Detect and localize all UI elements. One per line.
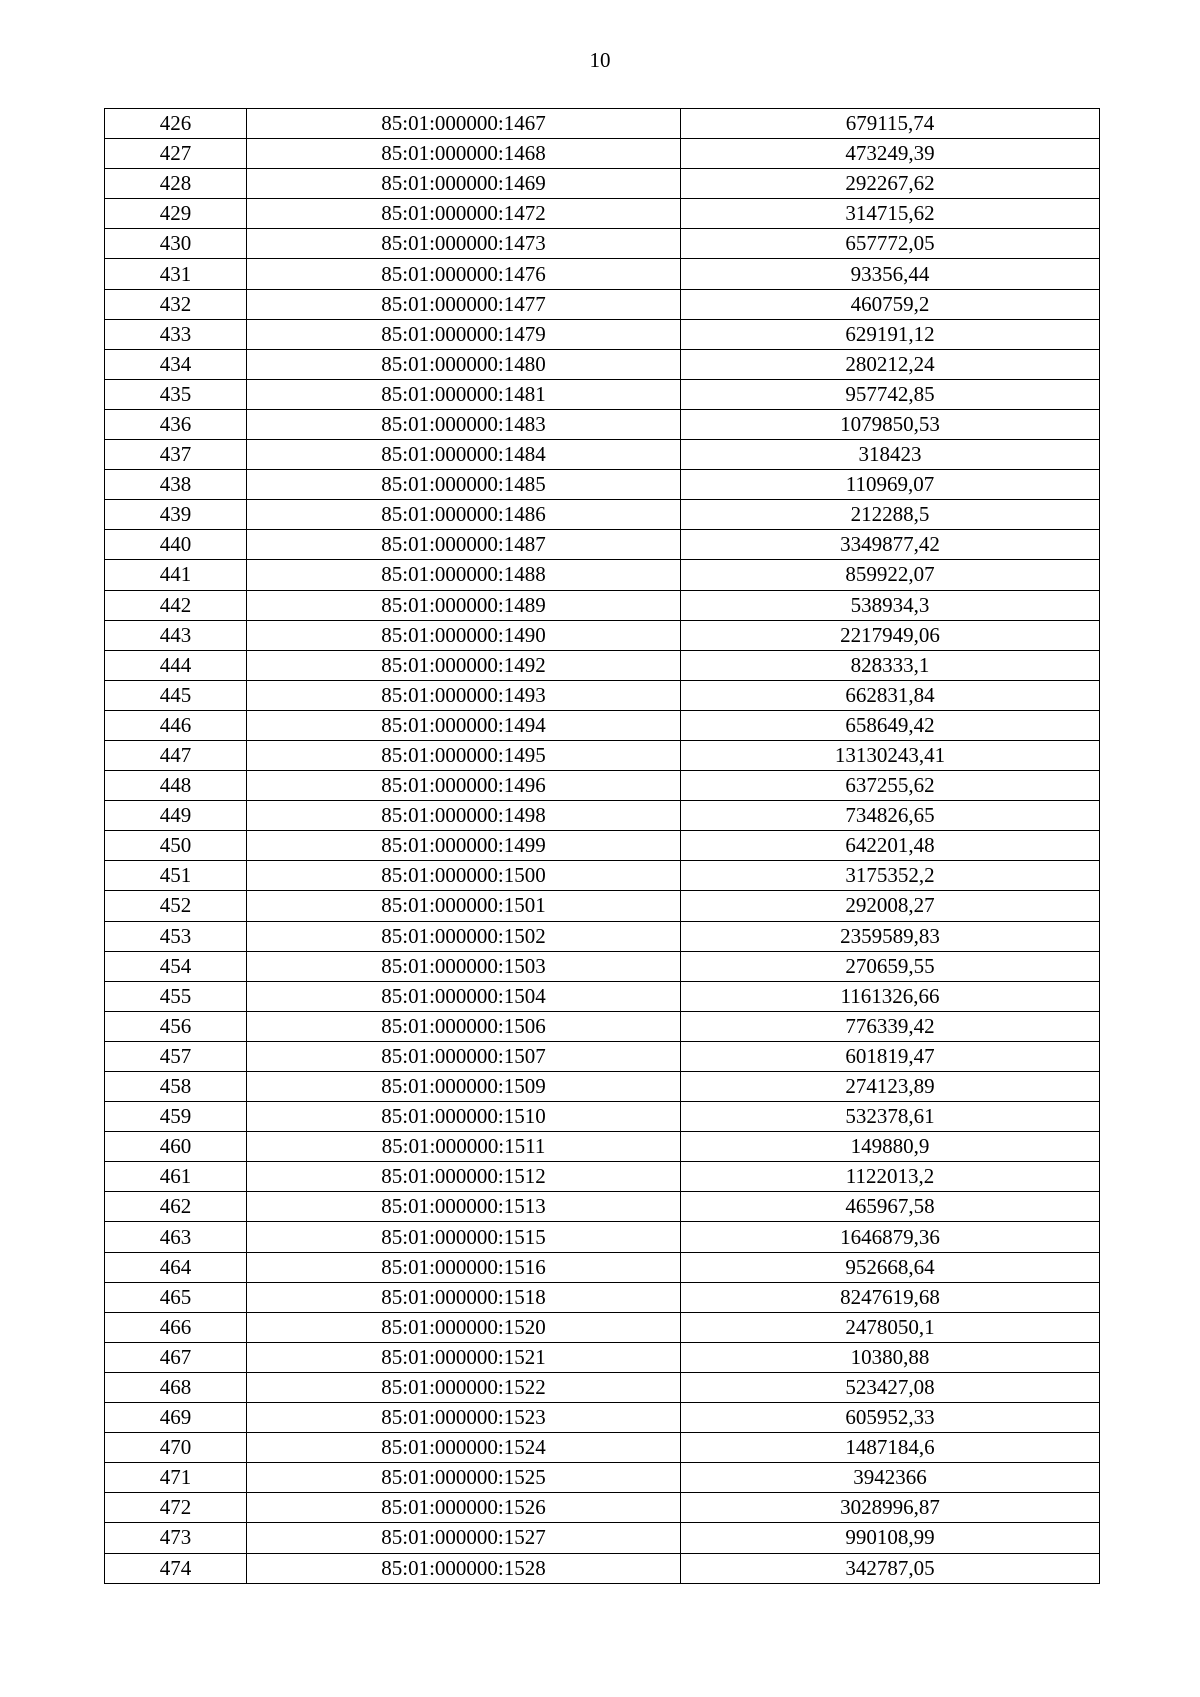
row-number-cell: 446 <box>105 710 247 740</box>
cadastral-value-cell: 270659,55 <box>681 951 1100 981</box>
table-row <box>105 109 1100 139</box>
cadastral-value-cell: 601819,47 <box>681 1041 1100 1071</box>
cadastral-number-cell: 85:01:000000:1502 <box>247 921 681 951</box>
cadastral-value-cell: 523427,08 <box>681 1372 1100 1402</box>
row-number-cell: 450 <box>105 831 247 861</box>
row-number-cell: 427 <box>105 139 247 169</box>
cadastral-number-cell: 85:01:000000:1490 <box>247 620 681 650</box>
cadastral-number-cell: 85:01:000000:1520 <box>247 1312 681 1342</box>
cadastral-number-cell: 85:01:000000:1485 <box>247 470 681 500</box>
cadastral-number-cell: 85:01:000000:1496 <box>247 771 681 801</box>
table-body <box>105 109 1100 1584</box>
table-row <box>105 1523 1100 1553</box>
row-number-cell: 468 <box>105 1372 247 1402</box>
cadastral-number-cell: 85:01:000000:1509 <box>247 1072 681 1102</box>
table-row <box>105 650 1100 680</box>
table-row <box>105 199 1100 229</box>
row-number-cell: 441 <box>105 560 247 590</box>
cadastral-number-cell: 85:01:000000:1504 <box>247 981 681 1011</box>
table-row <box>105 1493 1100 1523</box>
cadastral-value-cell: 776339,42 <box>681 1011 1100 1041</box>
row-number-cell: 433 <box>105 319 247 349</box>
table-row <box>105 1072 1100 1102</box>
table-row <box>105 440 1100 470</box>
row-number-cell: 461 <box>105 1162 247 1192</box>
cadastral-value-cell: 212288,5 <box>681 500 1100 530</box>
cadastral-number-cell: 85:01:000000:1527 <box>247 1523 681 1553</box>
row-number-cell: 452 <box>105 891 247 921</box>
cadastral-number-cell: 85:01:000000:1473 <box>247 229 681 259</box>
cadastral-value-cell: 460759,2 <box>681 289 1100 319</box>
table-row <box>105 1222 1100 1252</box>
row-number-cell: 470 <box>105 1433 247 1463</box>
row-number-cell: 460 <box>105 1132 247 1162</box>
cadastral-value-cell: 734826,65 <box>681 801 1100 831</box>
row-number-cell: 467 <box>105 1342 247 1372</box>
table-row <box>105 500 1100 530</box>
cadastral-number-cell: 85:01:000000:1522 <box>247 1372 681 1402</box>
table-row <box>105 1342 1100 1372</box>
cadastral-number-cell: 85:01:000000:1526 <box>247 1493 681 1523</box>
table-row <box>105 1372 1100 1402</box>
cadastral-value-cell: 2217949,06 <box>681 620 1100 650</box>
cadastral-value-cell: 2359589,83 <box>681 921 1100 951</box>
cadastral-number-cell: 85:01:000000:1488 <box>247 560 681 590</box>
cadastral-value-cell: 318423 <box>681 440 1100 470</box>
cadastral-value-cell: 828333,1 <box>681 650 1100 680</box>
table-row <box>105 710 1100 740</box>
cadastral-value-cell: 473249,39 <box>681 139 1100 169</box>
cadastral-number-cell: 85:01:000000:1524 <box>247 1433 681 1463</box>
cadastral-number-cell: 85:01:000000:1516 <box>247 1252 681 1282</box>
cadastral-number-cell: 85:01:000000:1492 <box>247 650 681 680</box>
cadastral-value-cell: 93356,44 <box>681 259 1100 289</box>
cadastral-number-cell: 85:01:000000:1487 <box>247 530 681 560</box>
table-row <box>105 1252 1100 1282</box>
table-row <box>105 319 1100 349</box>
table-row <box>105 951 1100 981</box>
table-row <box>105 1282 1100 1312</box>
cadastral-number-cell: 85:01:000000:1513 <box>247 1192 681 1222</box>
row-number-cell: 465 <box>105 1282 247 1312</box>
cadastral-number-cell: 85:01:000000:1479 <box>247 319 681 349</box>
cadastral-value-cell: 2478050,1 <box>681 1312 1100 1342</box>
cadastral-number-cell: 85:01:000000:1484 <box>247 440 681 470</box>
table-row <box>105 1011 1100 1041</box>
cadastral-value-cell: 990108,99 <box>681 1523 1100 1553</box>
cadastral-number-cell: 85:01:000000:1486 <box>247 500 681 530</box>
row-number-cell: 455 <box>105 981 247 1011</box>
table-row <box>105 169 1100 199</box>
table-row <box>105 530 1100 560</box>
table-row <box>105 289 1100 319</box>
table-row <box>105 1132 1100 1162</box>
row-number-cell: 466 <box>105 1312 247 1342</box>
table-row <box>105 379 1100 409</box>
table-row <box>105 409 1100 439</box>
cadastral-number-cell: 85:01:000000:1476 <box>247 259 681 289</box>
cadastral-value-cell: 637255,62 <box>681 771 1100 801</box>
cadastral-number-cell: 85:01:000000:1525 <box>247 1463 681 1493</box>
cadastral-value-cell: 465967,58 <box>681 1192 1100 1222</box>
row-number-cell: 469 <box>105 1403 247 1433</box>
page-number: 10 <box>589 48 611 72</box>
cadastral-value-cell: 314715,62 <box>681 199 1100 229</box>
cadastral-value-cell: 1079850,53 <box>681 409 1100 439</box>
cadastral-value-cell: 292008,27 <box>681 891 1100 921</box>
cadastral-value-cell: 642201,48 <box>681 831 1100 861</box>
cadastral-value-cell: 149880,9 <box>681 1132 1100 1162</box>
cadastral-value-cell: 8247619,68 <box>681 1282 1100 1312</box>
table-row <box>105 680 1100 710</box>
cadastral-number-cell: 85:01:000000:1472 <box>247 199 681 229</box>
row-number-cell: 436 <box>105 409 247 439</box>
row-number-cell: 471 <box>105 1463 247 1493</box>
cadastral-number-cell: 85:01:000000:1495 <box>247 740 681 770</box>
table-row <box>105 1102 1100 1132</box>
cadastral-number-cell: 85:01:000000:1523 <box>247 1403 681 1433</box>
row-number-cell: 428 <box>105 169 247 199</box>
row-number-cell: 449 <box>105 801 247 831</box>
cadastral-number-cell: 85:01:000000:1498 <box>247 801 681 831</box>
row-number-cell: 463 <box>105 1222 247 1252</box>
row-number-cell: 442 <box>105 590 247 620</box>
row-number-cell: 429 <box>105 199 247 229</box>
table-row <box>105 1433 1100 1463</box>
cadastral-value-cell: 1161326,66 <box>681 981 1100 1011</box>
table-row <box>105 349 1100 379</box>
cadastral-value-cell: 10380,88 <box>681 1342 1100 1372</box>
cadastral-number-cell: 85:01:000000:1506 <box>247 1011 681 1041</box>
table-row <box>105 470 1100 500</box>
cadastral-value-cell: 274123,89 <box>681 1072 1100 1102</box>
table-row <box>105 1312 1100 1342</box>
cadastral-value-cell: 662831,84 <box>681 680 1100 710</box>
cadastral-value-cell: 3028996,87 <box>681 1493 1100 1523</box>
cadastral-number-cell: 85:01:000000:1503 <box>247 951 681 981</box>
table-row <box>105 1403 1100 1433</box>
row-number-cell: 457 <box>105 1041 247 1071</box>
cadastral-value-cell: 859922,07 <box>681 560 1100 590</box>
cadastral-number-cell: 85:01:000000:1528 <box>247 1553 681 1583</box>
cadastral-number-cell: 85:01:000000:1494 <box>247 710 681 740</box>
cadastral-number-cell: 85:01:000000:1501 <box>247 891 681 921</box>
cadastral-number-cell: 85:01:000000:1499 <box>247 831 681 861</box>
row-number-cell: 453 <box>105 921 247 951</box>
cadastral-value-cell: 657772,05 <box>681 229 1100 259</box>
table-row <box>105 259 1100 289</box>
table-row <box>105 891 1100 921</box>
table-row <box>105 740 1100 770</box>
row-number-cell: 426 <box>105 109 247 139</box>
cadastral-number-cell: 85:01:000000:1507 <box>247 1041 681 1071</box>
cadastral-value-cell: 292267,62 <box>681 169 1100 199</box>
cadastral-value-cell: 629191,12 <box>681 319 1100 349</box>
cadastral-number-cell: 85:01:000000:1483 <box>247 409 681 439</box>
row-number-cell: 472 <box>105 1493 247 1523</box>
row-number-cell: 438 <box>105 470 247 500</box>
row-number-cell: 434 <box>105 349 247 379</box>
cadastral-number-cell: 85:01:000000:1515 <box>247 1222 681 1252</box>
cadastral-number-cell: 85:01:000000:1469 <box>247 169 681 199</box>
cadastral-number-cell: 85:01:000000:1511 <box>247 1132 681 1162</box>
row-number-cell: 435 <box>105 379 247 409</box>
row-number-cell: 462 <box>105 1192 247 1222</box>
row-number-cell: 458 <box>105 1072 247 1102</box>
table-row <box>105 1041 1100 1071</box>
table-row <box>105 560 1100 590</box>
cadastral-number-cell: 85:01:000000:1500 <box>247 861 681 891</box>
row-number-cell: 454 <box>105 951 247 981</box>
row-number-cell: 440 <box>105 530 247 560</box>
cadastral-number-cell: 85:01:000000:1510 <box>247 1102 681 1132</box>
table-row <box>105 229 1100 259</box>
cadastral-number-cell: 85:01:000000:1489 <box>247 590 681 620</box>
cadastral-value-cell: 957742,85 <box>681 379 1100 409</box>
row-number-cell: 447 <box>105 740 247 770</box>
cadastral-value-cell: 3175352,2 <box>681 861 1100 891</box>
cadastral-value-table <box>104 108 1100 1584</box>
table-row <box>105 861 1100 891</box>
table-row <box>105 620 1100 650</box>
cadastral-number-cell: 85:01:000000:1467 <box>247 109 681 139</box>
cadastral-value-cell: 110969,07 <box>681 470 1100 500</box>
cadastral-value-cell: 1646879,36 <box>681 1222 1100 1252</box>
cadastral-value-cell: 952668,64 <box>681 1252 1100 1282</box>
cadastral-value-cell: 532378,61 <box>681 1102 1100 1132</box>
table-row <box>105 1162 1100 1192</box>
cadastral-value-cell: 280212,24 <box>681 349 1100 379</box>
row-number-cell: 464 <box>105 1252 247 1282</box>
row-number-cell: 451 <box>105 861 247 891</box>
row-number-cell: 432 <box>105 289 247 319</box>
cadastral-number-cell: 85:01:000000:1480 <box>247 349 681 379</box>
cadastral-number-cell: 85:01:000000:1477 <box>247 289 681 319</box>
table-row <box>105 1463 1100 1493</box>
cadastral-value-cell: 13130243,41 <box>681 740 1100 770</box>
cadastral-number-cell: 85:01:000000:1512 <box>247 1162 681 1192</box>
cadastral-value-cell: 3942366 <box>681 1463 1100 1493</box>
table-row <box>105 1553 1100 1583</box>
cadastral-value-cell: 3349877,42 <box>681 530 1100 560</box>
row-number-cell: 459 <box>105 1102 247 1132</box>
row-number-cell: 473 <box>105 1523 247 1553</box>
row-number-cell: 448 <box>105 771 247 801</box>
table-row <box>105 1192 1100 1222</box>
cadastral-number-cell: 85:01:000000:1481 <box>247 379 681 409</box>
cadastral-number-cell: 85:01:000000:1521 <box>247 1342 681 1372</box>
row-number-cell: 456 <box>105 1011 247 1041</box>
table-row <box>105 981 1100 1011</box>
table-row <box>105 139 1100 169</box>
table-row <box>105 801 1100 831</box>
cadastral-number-cell: 85:01:000000:1493 <box>247 680 681 710</box>
cadastral-value-cell: 605952,33 <box>681 1403 1100 1433</box>
table-row <box>105 831 1100 861</box>
cadastral-value-cell: 1487184,6 <box>681 1433 1100 1463</box>
row-number-cell: 445 <box>105 680 247 710</box>
cadastral-value-cell: 679115,74 <box>681 109 1100 139</box>
cadastral-value-cell: 342787,05 <box>681 1553 1100 1583</box>
row-number-cell: 444 <box>105 650 247 680</box>
row-number-cell: 474 <box>105 1553 247 1583</box>
row-number-cell: 439 <box>105 500 247 530</box>
cadastral-value-cell: 538934,3 <box>681 590 1100 620</box>
row-number-cell: 430 <box>105 229 247 259</box>
cadastral-value-cell: 1122013,2 <box>681 1162 1100 1192</box>
cadastral-value-cell: 658649,42 <box>681 710 1100 740</box>
table-row <box>105 921 1100 951</box>
table-row <box>105 590 1100 620</box>
row-number-cell: 431 <box>105 259 247 289</box>
row-number-cell: 437 <box>105 440 247 470</box>
cadastral-number-cell: 85:01:000000:1468 <box>247 139 681 169</box>
table-row <box>105 771 1100 801</box>
row-number-cell: 443 <box>105 620 247 650</box>
cadastral-number-cell: 85:01:000000:1518 <box>247 1282 681 1312</box>
